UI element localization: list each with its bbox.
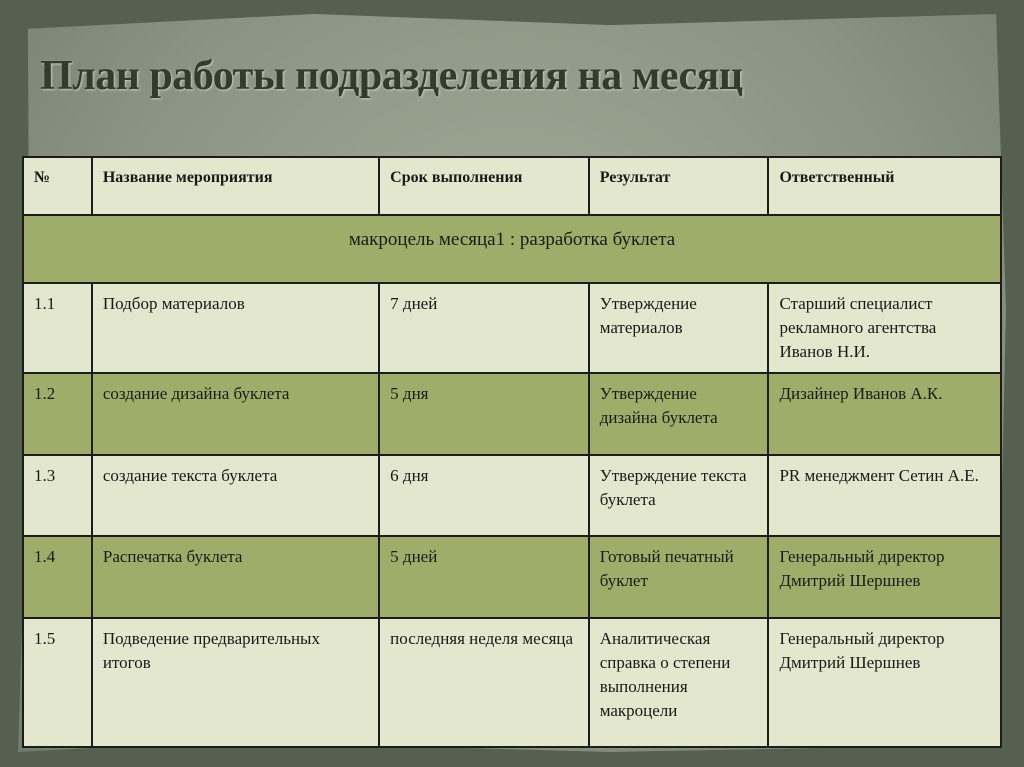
table-row (23, 373, 1001, 455)
cell: Распечатка буклета (92, 536, 379, 618)
table-row (23, 618, 1001, 747)
cell: 1.4 (23, 536, 92, 618)
header-name: Название мероприятия (92, 157, 379, 215)
cell: Дизайнер Иванов А.К. (768, 373, 1001, 455)
cell: 5 дней (379, 536, 589, 618)
cell: Утверждение материалов (589, 283, 769, 373)
plan-table (22, 156, 1002, 748)
slide-title: План работы подразделения на месяц (40, 53, 743, 99)
cell: 1.1 (23, 283, 92, 373)
cell: 1.2 (23, 373, 92, 455)
table-row (23, 455, 1001, 536)
cell: Подбор материалов (92, 283, 379, 373)
cell: 5 дня (379, 373, 589, 455)
cell: 1.3 (23, 455, 92, 536)
cell: Готовый печатный буклет (589, 536, 769, 618)
cell: создание текста буклета (92, 455, 379, 536)
cell: Утверждение текста буклета (589, 455, 769, 536)
header-number: № (23, 157, 92, 215)
cell: 6 дня (379, 455, 589, 536)
cell: PR менеджмент Сетин А.Е. (768, 455, 1001, 536)
goal-cell: макроцель месяца1 : разработка буклета (23, 215, 1001, 283)
cell: Генеральный директор Дмитрий Шершнев (768, 536, 1001, 618)
header-result: Результат (589, 157, 769, 215)
cell: Генеральный директор Дмитрий Шершнев (768, 618, 1001, 747)
goal-row (23, 215, 1001, 283)
cell: Утверждение дизайна буклета (589, 373, 769, 455)
cell: Старший специалист рекламного агентства Иванов Н.И. (768, 283, 1001, 373)
cell: Подведение предварительных итогов (92, 618, 379, 747)
header-responsible: Ответственный (768, 157, 1001, 215)
cell: Аналитическая справка о степени выполнения макроцели (589, 618, 769, 747)
header-row (23, 157, 1001, 215)
table-row (23, 536, 1001, 618)
cell: 1.5 (23, 618, 92, 747)
cell: 7 дней (379, 283, 589, 373)
table-row (23, 283, 1001, 373)
header-deadline: Срок выполнения (379, 157, 589, 215)
cell: создание дизайна буклета (92, 373, 379, 455)
cell: последняя неделя месяца (379, 618, 589, 747)
